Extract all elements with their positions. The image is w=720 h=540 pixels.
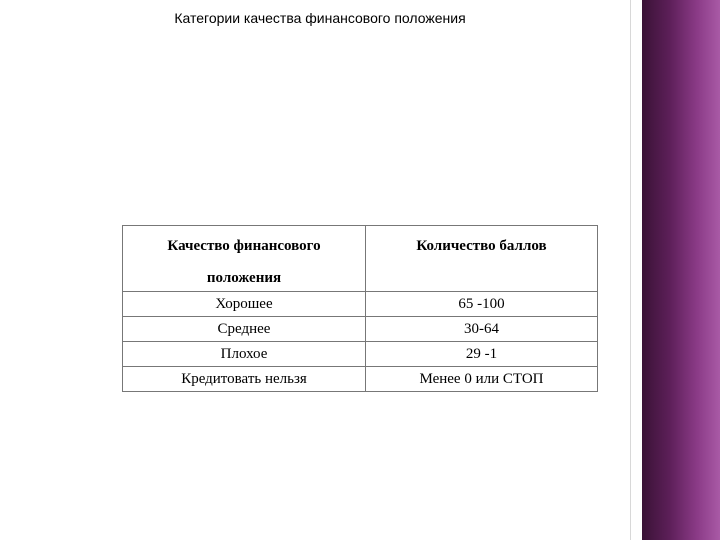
quality-cell: Плохое bbox=[123, 342, 366, 367]
table-row bbox=[123, 292, 598, 317]
table-row bbox=[123, 342, 598, 367]
quality-cell: Кредитовать нельзя bbox=[123, 367, 366, 392]
header-quality-label-line2: положения bbox=[206, 270, 282, 286]
table-row bbox=[123, 367, 598, 392]
score-cell: Менее 0 или СТОП bbox=[366, 367, 598, 392]
header-score-cell bbox=[366, 226, 598, 292]
table-header-row bbox=[123, 226, 598, 292]
score-cell: 30-64 bbox=[366, 317, 598, 342]
score-cell: 65 -100 bbox=[366, 292, 598, 317]
slide-title: Категории качества финансового положения bbox=[174, 10, 466, 26]
header-quality-label-line1: Качество финансового bbox=[167, 238, 321, 254]
header-quality-cell bbox=[123, 226, 366, 292]
quality-cell: Среднее bbox=[123, 317, 366, 342]
decorative-divider-line bbox=[630, 0, 631, 540]
score-cell: 29 -1 bbox=[366, 342, 598, 367]
table-row bbox=[123, 317, 598, 342]
quality-cell: Хорошее bbox=[123, 292, 366, 317]
decorative-side-panel bbox=[642, 0, 720, 540]
header-score-label: Количество баллов bbox=[416, 238, 547, 254]
quality-table bbox=[122, 225, 598, 392]
